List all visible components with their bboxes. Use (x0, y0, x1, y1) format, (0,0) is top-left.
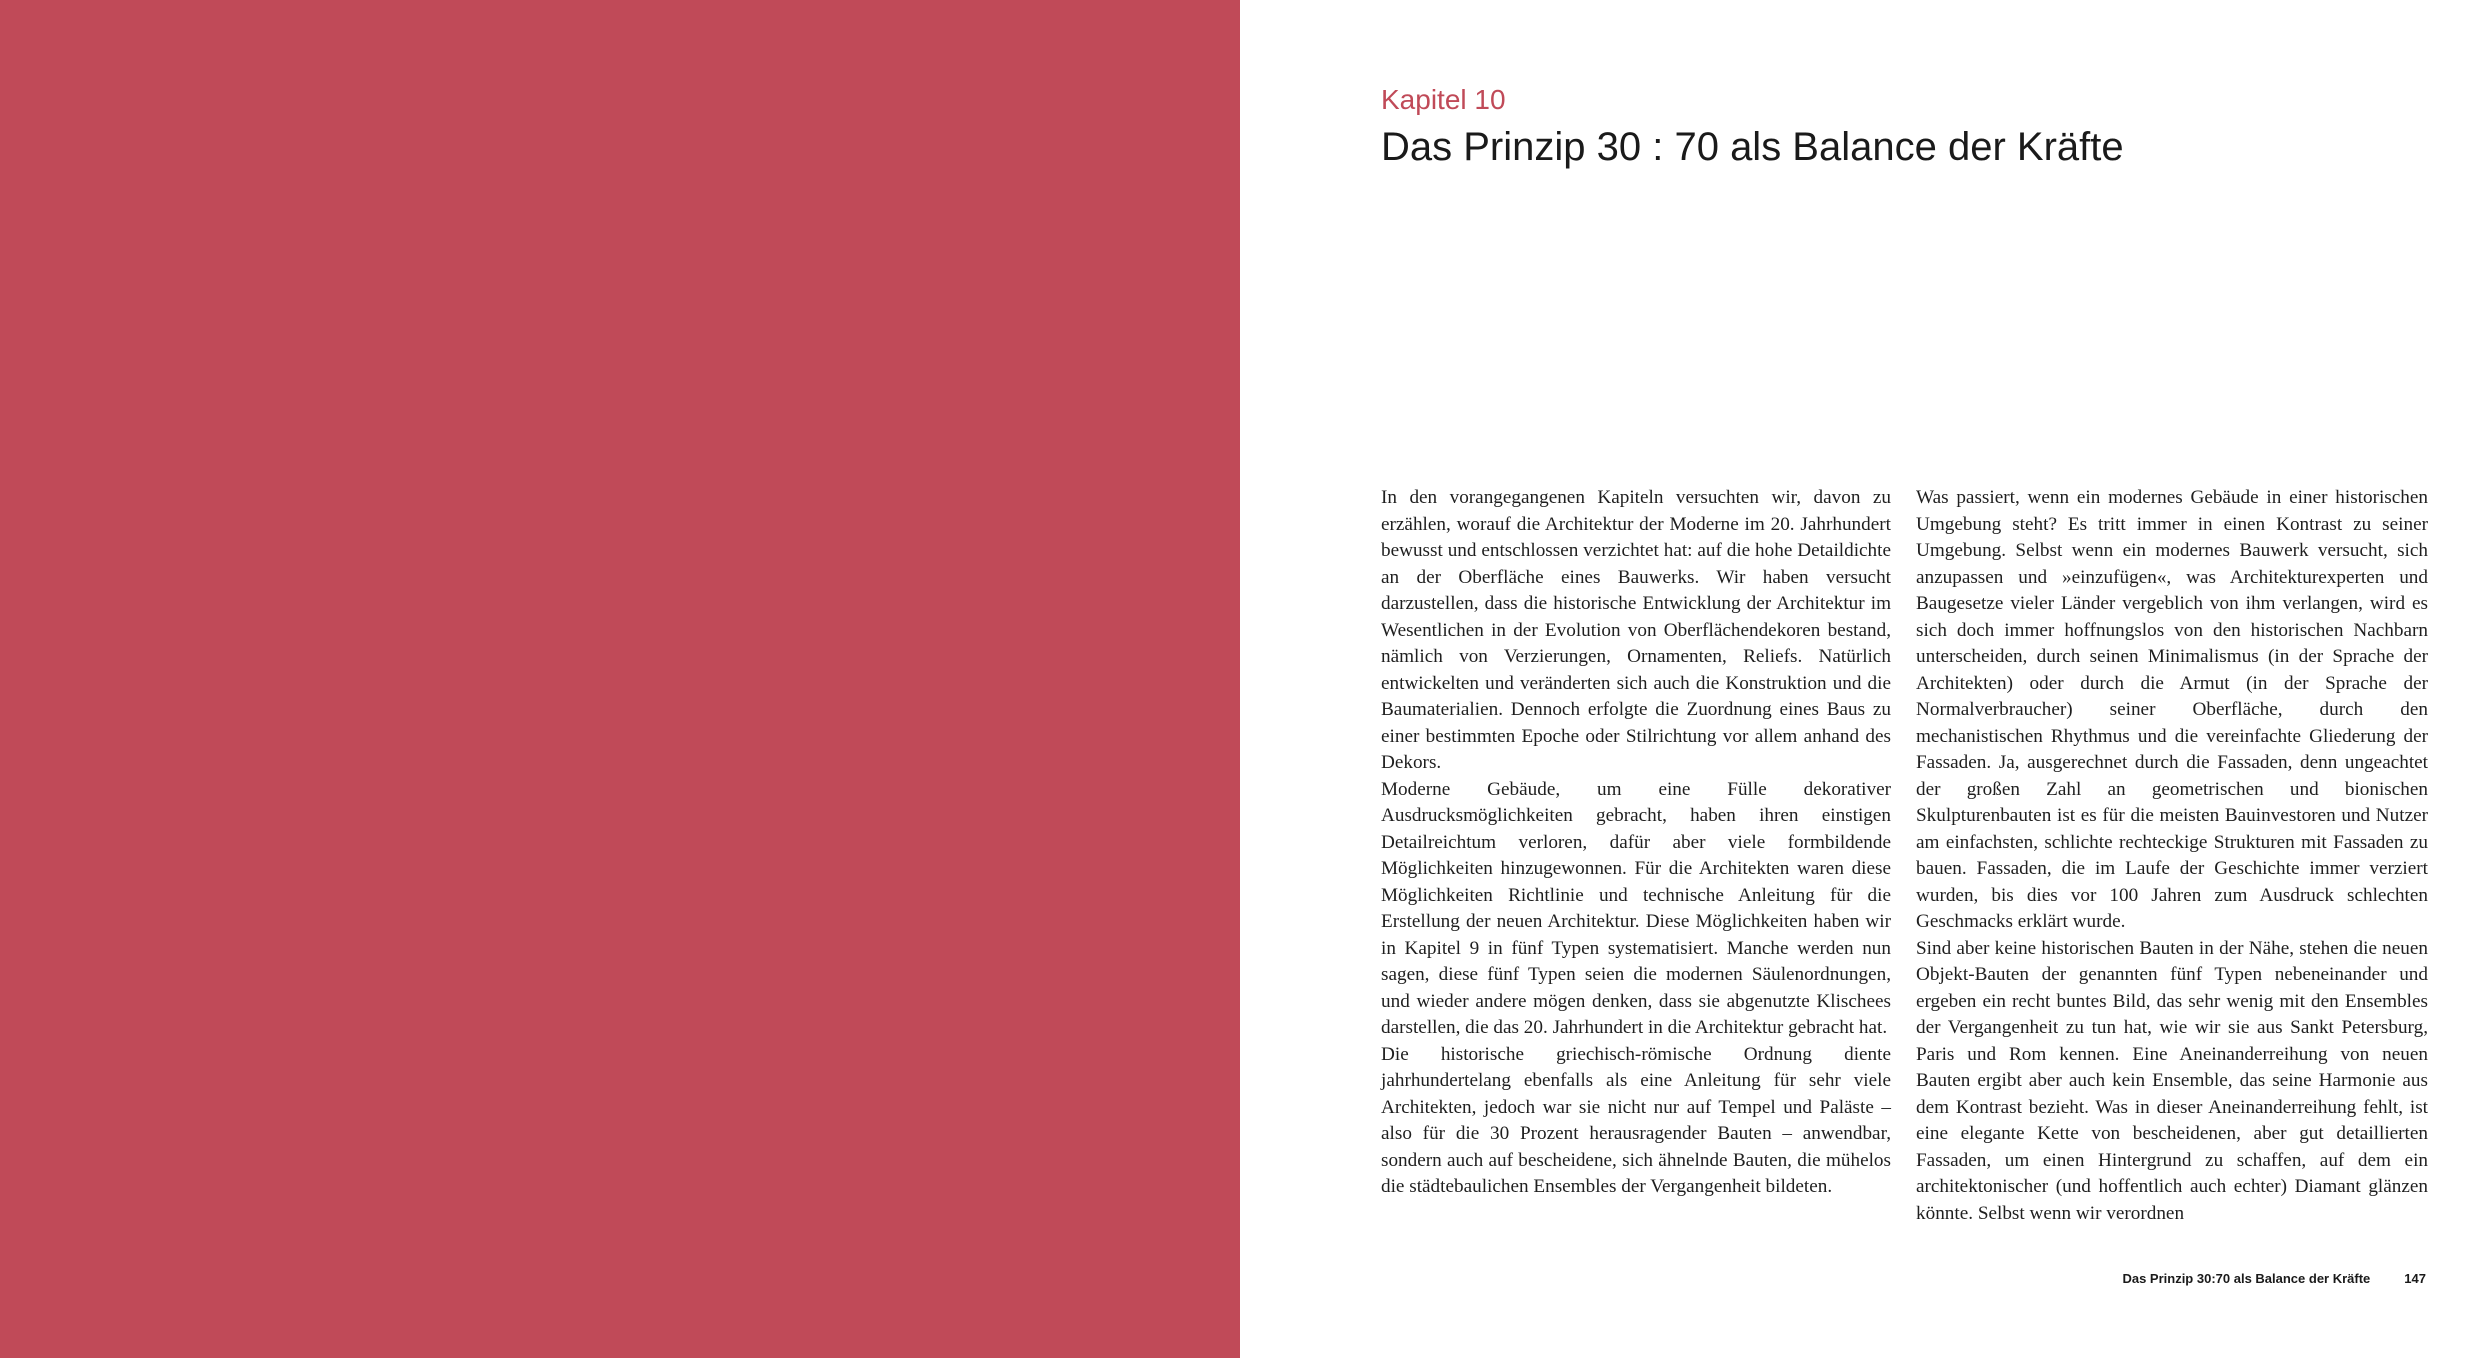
chapter-title: Das Prinzip 30 : 70 als Balance der Kräfte (1381, 125, 2124, 169)
paragraph: Sind aber keine historischen Bauten in der Nähe, stehen die neuen Objekt-Bauten der genannten fünf Typen nebeneinander und ergeben ein recht buntes Bild, das sehr wenig mit den Ensembles der Vergangenheit zu tun hat, wie wir sie aus Sankt Petersburg, Paris und Rom kennen. Eine Aneinanderreihung von neuen Bauten ergibt aber auch kein Ensemble, das seine Harmonie aus dem Kontrast bezieht. Was in dieser Aneinanderreihung fehlt, ist eine elegante Kette von bescheidenen, aber gut detaillierten Fassaden, um einen Hintergrund zu schaffen, auf dem ein architektonischer (und hoffentlich auch echter) Diamant glänzen könnte. Selbst wenn wir verordnen (1916, 937, 2428, 1224)
paragraph: Was passiert, wenn ein modernes Gebäude in einer historischen Umgebung steht? Es tritt immer in einen Kontrast zu seiner Umgebung. Selbst wenn ein modernes Bauwerk versucht, sich anzupassen und »einzufügen«, was Architekturexperten und Baugesetze vieler Länder vergeblich von ihm verlangen, wird es sich doch immer hoffnungslos von den historischen Nachbarn unterscheiden, durch seinen Minimalismus (in der Sprache der Architekten) oder durch die Armut (in der Sprache der Normalverbraucher) seiner Oberfläche, durch den mechanistischen Rhythmus und die vereinfachte Gliederung der Fassaden. Ja, ausgerechnet durch die Fassaden, denn ungeachtet der großen Zahl an geometrischen und bionischen Skulpturenbauten ist es für die meisten Bauinvestoren und Nutzer am einfachsten, schlichte rechteckige Strukturen mit Fassaden zu bauen. Fassaden, die im Laufe der Geschichte immer verziert wurden, bis dies vor 100 Jahren zum Ausdruck schlechten Geschmacks erklärt wurde. (1916, 487, 2428, 932)
paragraph: Moderne Gebäude, um eine Fülle dekorativer Ausdrucksmöglichkeiten gebracht, haben ihren einstigen Detailreichtum verloren, dafür aber viele formbildende Möglichkeiten hinzugewonnen. Für die Architekten waren diese Möglichkeiten Richtlinie und technische Anleitung für die Erstellung der neuen Architektur. Diese Möglichkeiten haben wir in Kapitel 9 in fünf Typen systematisiert. Manche werden nun sagen, diese fünf Typen seien die modernen Säulenordnungen, und wieder andere mögen denken, dass sie abgenutzte Klischees darstellen, die das 20. Jahrhundert in die Architektur gebracht hat. (1381, 778, 1891, 1038)
paragraph: Die historische griechisch-römische Ordnung diente jahrhundertelang ebenfalls als eine Anleitung für sehr viele Architekten, jedoch war sie nicht nur auf Tempel und Paläste – also für die 30 Prozent herausragender Bauten – anwendbar, sondern auch auf bescheidene, sich ähnelnde Bauten, die mühelos die städtebaulichen Ensembles der Vergangenheit bildeten. (1381, 1043, 1891, 1197)
text-column-left (1381, 485, 1891, 1201)
chapter-label: Kapitel 10 (1381, 84, 1506, 115)
running-title: Das Prinzip 30:70 als Balance der Kräfte (2122, 1271, 2371, 1286)
page-footer (2122, 1271, 2426, 1286)
page-number: 147 (2404, 1271, 2426, 1286)
text-column-right (1916, 485, 2428, 1227)
paragraph: In den vorangegangenen Kapiteln versuchten wir, davon zu erzählen, worauf die Architektur der Moderne im 20. Jahrhundert bewusst und entschlossen verzichtet hat: auf die hohe Detaildichte an der Oberfläche eines Bauwerks. Wir haben versucht darzustellen, dass die historische Entwicklung der Architektur im Wesentlichen in der Evolution von Oberflächendekoren bestand, nämlich von Verzierungen, Ornamenten, Reliefs. Natürlich entwickelten und veränderten sich auch die Konstruktion und die Baumaterialien. Dennoch erfolgte die Zuordnung eines Baus zu einer bestimmten Epoche oder Stilrichtung vor allem anhand des Dekors. (1381, 487, 1891, 773)
